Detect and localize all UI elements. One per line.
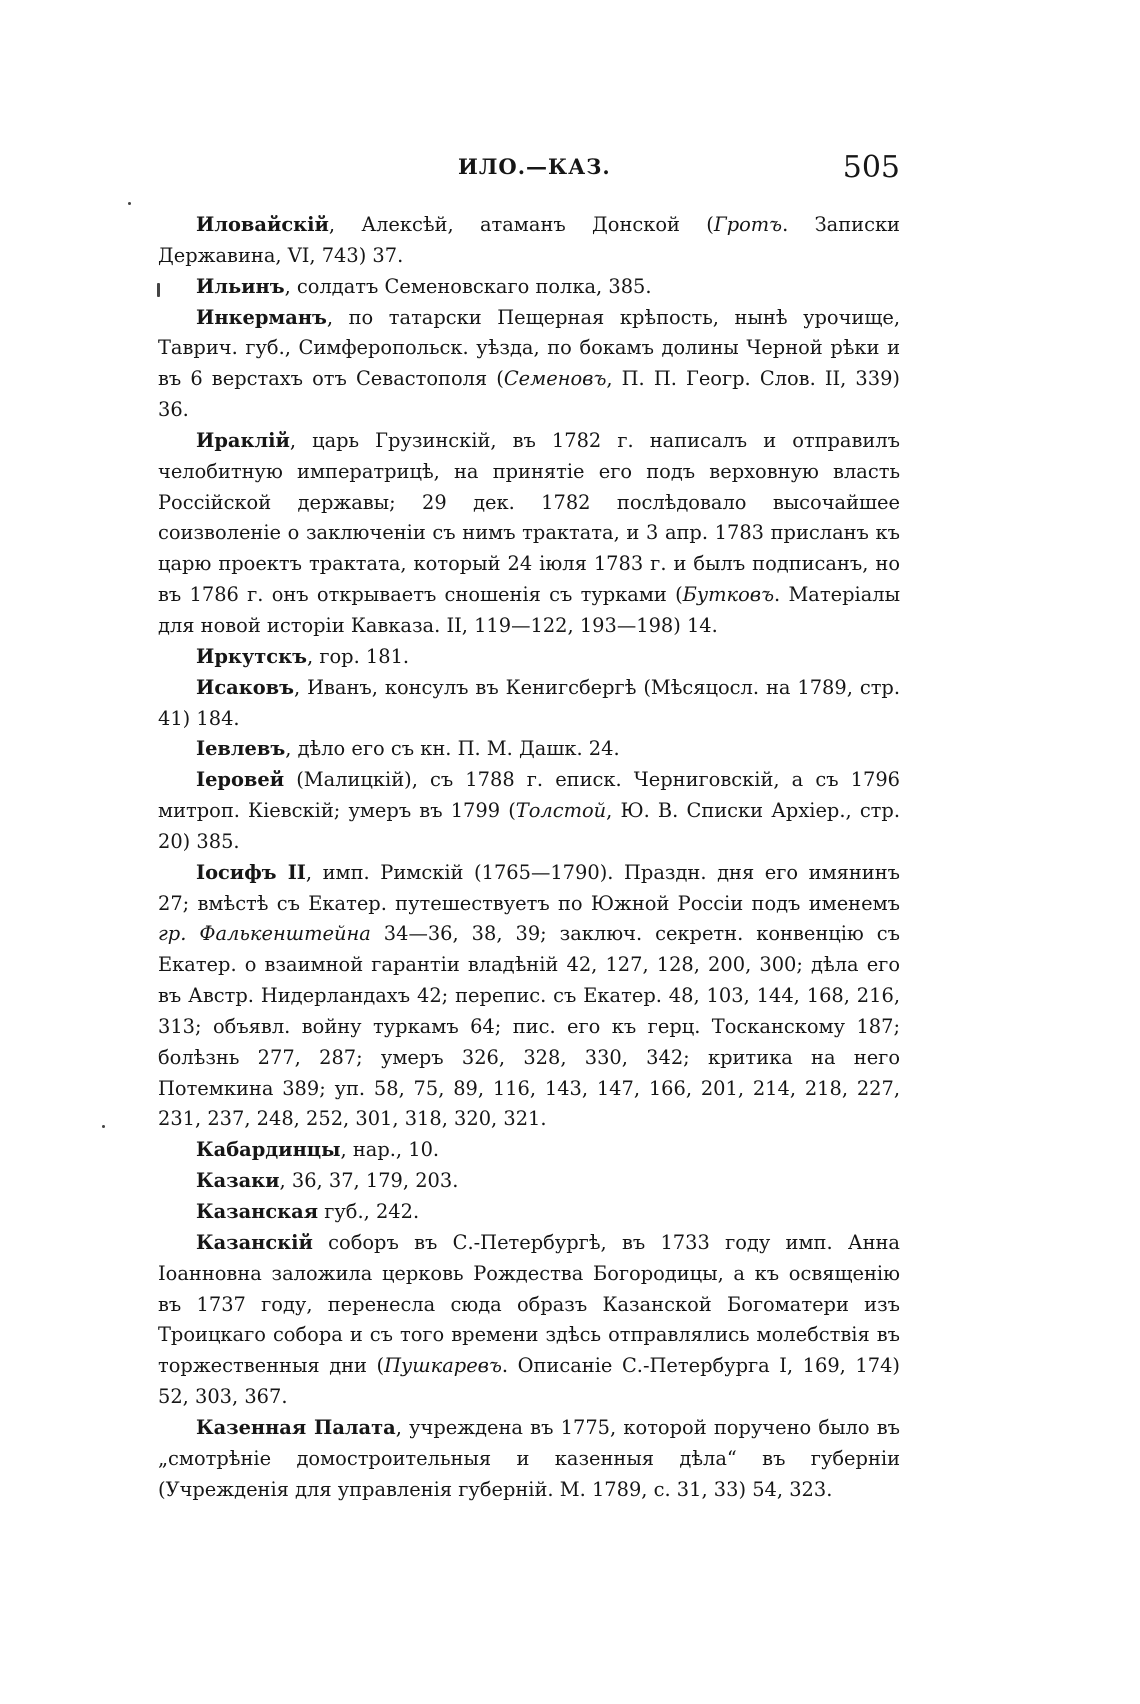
entry-headword: Казанская bbox=[196, 1200, 319, 1223]
entry-headword: Іевлевъ bbox=[196, 737, 286, 761]
entry-text: , царь Грузинскій, въ 1782 г. написалъ и отправилъ челобитную императрицѣ, на принятіе его подъ верховную власть Россійской державы; 29 дек. 1782 послѣдовало высочайшее соизволеніе о заключеніи съ нимъ трактата, и 3 апр. 1783 присланъ къ царю проектъ трактата, который 24 іюля 1783 г. и былъ подписанъ, но въ 1786 г. онъ открываетъ сношенія съ турками ( bbox=[158, 428, 900, 607]
running-head bbox=[200, 150, 900, 190]
scan-speck bbox=[102, 1125, 105, 1128]
entry-headword: Казаки bbox=[196, 1169, 280, 1193]
entry-text: . Описаніе С.-Петербурга I, 169, 174) 52, 303, 367. bbox=[158, 1354, 900, 1409]
scan-speck bbox=[157, 283, 160, 297]
entry-citation: Гротъ bbox=[713, 213, 783, 236]
index-entry bbox=[158, 642, 900, 673]
entry-headword: Казенная Палата bbox=[196, 1415, 396, 1439]
entry-citation: Семеновъ bbox=[503, 367, 607, 391]
entry-text: , гор. 181. bbox=[307, 644, 410, 668]
index-entry bbox=[158, 734, 900, 765]
entry-text: . Записки Державина, VI, 743) 37. bbox=[158, 213, 900, 267]
entry-citation: Пушкаревъ bbox=[384, 1354, 502, 1378]
entry-text: (Малицкій), съ 1788 г. еписк. Черниговскій, а съ 1796 митроп. Кіевскій; умеръ въ 1799 ( bbox=[158, 768, 900, 823]
index-entry bbox=[158, 673, 900, 735]
index-entry bbox=[158, 1413, 900, 1506]
entry-text: , Ю. В. Списки Архіер., стр. 20) 385. bbox=[158, 799, 900, 853]
entry-headword: Ильинъ bbox=[196, 274, 285, 298]
index-entry bbox=[158, 426, 900, 642]
entry-headword: Исаковъ bbox=[196, 675, 294, 699]
entry-headword: Ираклій bbox=[196, 428, 290, 452]
scan-speck bbox=[128, 202, 131, 205]
entry-text: , 36, 37, 179, 203. bbox=[279, 1169, 459, 1193]
entry-text: . Матеріалы для новой исторіи Кавказа. II, 119—122, 193—198) 14. bbox=[158, 583, 901, 637]
index-entry bbox=[158, 303, 900, 426]
index-entry bbox=[158, 765, 900, 858]
entry-headword: Иловайскій bbox=[196, 213, 329, 236]
entry-text: , имп. Римскій (1765—1790). Праздн. дня его имянинъ 27; вмѣстѣ съ Екатер. путешествуетъ по Южной Россіи подъ именемъ bbox=[158, 860, 900, 915]
entry-text: , П. П. Геогр. Слов. II, 339) 36. bbox=[158, 367, 900, 422]
index-entry bbox=[158, 1166, 900, 1197]
index-entry bbox=[158, 210, 900, 272]
index-entries bbox=[158, 210, 900, 1505]
index-entry bbox=[158, 1135, 900, 1166]
entry-headword: Іеровей bbox=[196, 768, 285, 792]
entry-text: , по татарски Пещерная крѣпость, нынѣ урочище, Таврич. губ., Симферопольск. уѣзда, по бокамъ долины Черной рѣки и въ 6 верстахъ отъ Севастополя ( bbox=[158, 305, 900, 391]
index-entry bbox=[158, 272, 900, 303]
entry-text: , Иванъ, консулъ въ Кенигсбергѣ (Мѣсяцосл. на 1789, стр. 41) 184. bbox=[158, 675, 900, 730]
entry-text: , нар., 10. bbox=[340, 1138, 440, 1162]
entry-citation: гр. Фалькенштейна bbox=[158, 922, 371, 946]
entry-text: , солдатъ Семеновскаго полка, 385. bbox=[284, 274, 652, 298]
entry-headword: Иркутскъ bbox=[196, 644, 307, 668]
entry-text: , Алексѣй, атаманъ Донской ( bbox=[328, 213, 714, 236]
entry-text: , дѣло его съ кн. П. М. Дашк. 24. bbox=[285, 737, 620, 761]
entry-citation: Бутковъ bbox=[682, 583, 775, 607]
entry-text: 34—36, 38, 39; заключ. секретн. конвенцію съ Екатер. о взаимной гарантіи владѣній 42, 127, 128, 200, 300; дѣла его въ Австр. Нидерландахъ 42; перепис. съ Екатер. 48, 103, 144, 168, 216, 313; объявл. войну туркамъ 64; пис. его къ герц. Тосканскому 187; болѣзнь 277, 287; умеръ 326, 328, 330, 342; критика на него Потемкина 389; уп. 58, 75, 89, 116, 143, 147, 166, 201, 214, 218, 227, 231, 237, 248, 252, 301, 318, 320, 321. bbox=[158, 922, 900, 1131]
entry-text: , учреждена въ 1775, которой поручено было въ „смотрѣніе домостроительныя и казенныя дѣла“ въ губерніи (Учрежденія для управленія губерній. М. 1789, с. 31, 33) 54, 323. bbox=[158, 1415, 900, 1501]
entry-headword: Инкерманъ bbox=[196, 305, 327, 329]
index-entry bbox=[158, 1197, 900, 1228]
index-entry bbox=[158, 1228, 900, 1413]
entry-headword: Іосифъ II bbox=[196, 860, 306, 884]
entry-text: губ., 242. bbox=[318, 1200, 420, 1223]
entry-headword: Казанскій bbox=[196, 1230, 313, 1254]
entry-text: соборъ въ С.-Петербургѣ, въ 1733 году имп. Анна Іоанновна заложила церковь Рождества Богородицы, а къ освященію въ 1737 году, перенесла сюда образъ Казанской Богоматери изъ Троицкаго собора и съ того времени здѣсь отправлялись молебствія въ торжественныя дни ( bbox=[158, 1230, 900, 1378]
index-entry bbox=[158, 858, 900, 1136]
entry-citation: Толстой bbox=[515, 799, 607, 823]
entry-headword: Кабардинцы bbox=[196, 1138, 341, 1162]
page-number: 505 bbox=[842, 150, 900, 185]
running-title: ИЛО.—КАЗ. bbox=[458, 154, 611, 179]
